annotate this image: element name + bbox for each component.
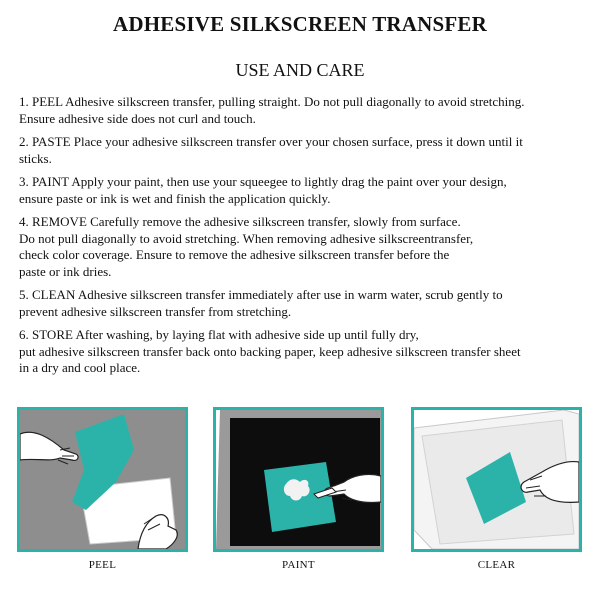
step-line: sticks. <box>19 150 52 166</box>
paint-drawing <box>216 410 381 549</box>
step-line: prevent adhesive silkscreen transfer from stretching. <box>19 303 292 319</box>
step-paste <box>19 134 589 167</box>
step-line: check color coverage. Ensure to remove the adhesive silkscreen transfer before the <box>19 247 450 262</box>
step-paint <box>19 174 589 207</box>
page-title: ADHESIVE SILKSCREEN TRANSFER <box>113 12 487 36</box>
peel-illustration <box>17 407 188 552</box>
step-line: 3. PAINT Apply your paint, then use your squeegee to lightly drag the paint over your design, <box>19 174 507 189</box>
peel-drawing <box>20 410 185 549</box>
step-line: Do not pull diagonally to avoid stretching. When removing adhesive silkscreentransfer, <box>19 230 474 246</box>
step-line: 2. PASTE Place your adhesive silkscreen transfer over your chosen surface, press it down until it <box>19 134 523 149</box>
step-store <box>19 327 589 377</box>
step-line: 5. CLEAN Adhesive silkscreen transfer immediately after use in warm water, scrub gently to <box>19 287 503 302</box>
step-peel <box>19 94 589 127</box>
peel-caption: PEEL <box>88 559 117 571</box>
step-line: paste or ink dries. <box>19 263 112 279</box>
clear-drawing <box>414 410 579 549</box>
clear-illustration <box>411 407 582 552</box>
page-subtitle: USE AND CARE <box>235 60 365 80</box>
step-line: Ensure adhesive side does not curl and touch. <box>19 110 256 126</box>
step-line: in a dry and cool place. <box>19 360 141 375</box>
step-line: ensure paste or ink is wet and finish the application quickly. <box>19 190 331 206</box>
paint-caption: PAINT <box>282 559 315 571</box>
step-line: 1. PEEL Adhesive silkscreen transfer, pulling straight. Do not pull diagonally to avoid stretching. <box>19 94 525 109</box>
step-line: 6. STORE After washing, by laying flat with adhesive side up until fully dry, <box>19 327 419 342</box>
clear-caption: CLEAR <box>477 559 516 571</box>
step-line: put adhesive silkscreen transfer back onto backing paper, keep adhesive silkscreen transfer sheet <box>19 343 521 359</box>
paint-illustration <box>213 407 384 552</box>
step-remove <box>19 214 589 280</box>
instructions-list <box>19 94 589 384</box>
step-line: 4. REMOVE Carefully remove the adhesive silkscreen transfer, slowly from surface. <box>19 214 461 229</box>
step-clean <box>19 287 589 320</box>
